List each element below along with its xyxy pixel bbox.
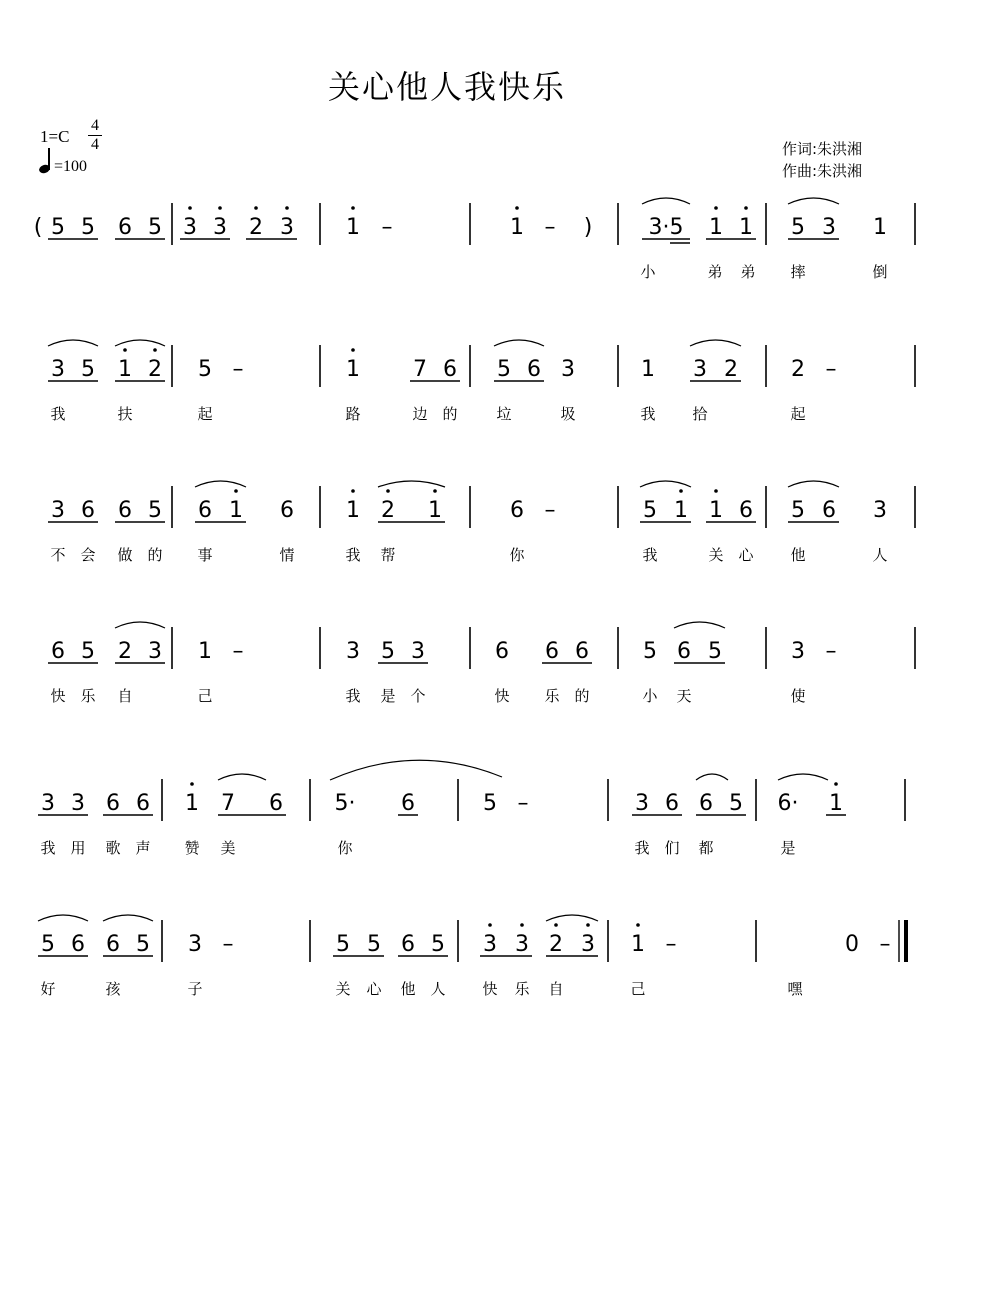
lyric: 不 bbox=[50, 546, 66, 564]
lyric: 扶 bbox=[117, 405, 133, 423]
lyric: 你 bbox=[337, 839, 353, 857]
note: 1 bbox=[346, 498, 360, 523]
note: 5 bbox=[497, 357, 511, 382]
note: 3 bbox=[581, 932, 595, 957]
note: 1 bbox=[510, 215, 524, 240]
note: – bbox=[232, 639, 244, 664]
note: 3 bbox=[791, 639, 805, 664]
note: – bbox=[825, 639, 837, 664]
note: 3 bbox=[693, 357, 707, 382]
note: 3·5 bbox=[648, 215, 684, 240]
high-octave-dot bbox=[433, 489, 437, 493]
note: 5 bbox=[148, 215, 162, 240]
high-octave-dot bbox=[351, 206, 355, 210]
lyric: 使 bbox=[790, 687, 806, 705]
note: 5 bbox=[51, 215, 65, 240]
lyric: 乐 bbox=[544, 687, 560, 705]
note: 6 bbox=[665, 791, 679, 816]
note: 2 bbox=[148, 357, 162, 382]
note: 1 bbox=[185, 791, 199, 816]
high-octave-dot bbox=[834, 782, 838, 786]
lyric: 己 bbox=[630, 980, 646, 998]
high-octave-dot bbox=[285, 206, 289, 210]
slur bbox=[640, 481, 691, 487]
note: – bbox=[879, 932, 891, 957]
lyric: 的 bbox=[574, 687, 590, 705]
lyric: 心 bbox=[366, 980, 382, 998]
lyric: 快 bbox=[50, 687, 66, 705]
note: 1 bbox=[739, 215, 753, 240]
note: 3 bbox=[51, 357, 65, 382]
lyric: 快 bbox=[482, 980, 498, 998]
note: 3 bbox=[411, 639, 425, 664]
note: 5 bbox=[381, 639, 395, 664]
note: 5 bbox=[336, 932, 350, 957]
lyricist-credit: 作词:朱洪湘 bbox=[782, 140, 863, 158]
note: 5 bbox=[81, 639, 95, 664]
note: 5 bbox=[41, 932, 55, 957]
note: 3 bbox=[635, 791, 649, 816]
note: 1 bbox=[709, 215, 723, 240]
lyric: 天 bbox=[676, 687, 692, 705]
lyric: 路 bbox=[345, 405, 361, 423]
high-octave-dot bbox=[744, 206, 748, 210]
score-system bbox=[38, 760, 905, 857]
time-signature-top: 4 bbox=[91, 117, 99, 134]
note: – bbox=[544, 498, 556, 523]
note: 6 bbox=[106, 932, 120, 957]
slur bbox=[788, 481, 839, 487]
slur bbox=[690, 340, 741, 346]
note: 7 bbox=[221, 791, 235, 816]
note: 6 bbox=[545, 639, 559, 664]
slur bbox=[115, 340, 165, 346]
lyric: 的 bbox=[147, 546, 163, 564]
note: 3 bbox=[183, 215, 197, 240]
note: 3 bbox=[561, 357, 575, 382]
lyric: 你 bbox=[509, 546, 525, 564]
note: – bbox=[665, 932, 677, 957]
lyric: 帮 bbox=[380, 546, 396, 564]
high-octave-dot bbox=[679, 489, 683, 493]
score-system bbox=[48, 481, 915, 564]
note: 0 bbox=[845, 932, 859, 957]
note: 6 bbox=[575, 639, 589, 664]
note: – bbox=[544, 215, 556, 240]
note: 6 bbox=[269, 791, 283, 816]
note: ( bbox=[33, 215, 43, 240]
lyric: 人 bbox=[872, 546, 888, 564]
note: 6 bbox=[401, 791, 415, 816]
lyric: 我 bbox=[345, 687, 361, 705]
note: 5 bbox=[708, 639, 722, 664]
slur bbox=[778, 774, 828, 780]
slur bbox=[642, 198, 690, 204]
note: 5· bbox=[334, 791, 356, 816]
note: 1 bbox=[631, 932, 645, 957]
note: 6 bbox=[81, 498, 95, 523]
note: 6 bbox=[699, 791, 713, 816]
high-octave-dot bbox=[234, 489, 238, 493]
lyric: 他 bbox=[400, 980, 416, 998]
lyric: 孩 bbox=[105, 980, 121, 998]
high-octave-dot bbox=[218, 206, 222, 210]
lyric: 心 bbox=[738, 546, 754, 564]
lyric: 我 bbox=[345, 546, 361, 564]
high-octave-dot bbox=[153, 348, 157, 352]
lyric: 自 bbox=[117, 687, 133, 705]
lyric: 歌 bbox=[105, 839, 121, 857]
note: 6 bbox=[510, 498, 524, 523]
slur bbox=[38, 915, 88, 921]
note: 1 bbox=[709, 498, 723, 523]
note: 5 bbox=[791, 498, 805, 523]
lyric: 摔 bbox=[790, 263, 806, 281]
lyric: 会 bbox=[80, 546, 96, 564]
lyric: 我 bbox=[642, 546, 658, 564]
note: 2 bbox=[249, 215, 263, 240]
high-octave-dot bbox=[554, 923, 558, 927]
lyric: 美 bbox=[220, 839, 236, 857]
lyric: 自 bbox=[548, 980, 564, 998]
lyric: 起 bbox=[790, 405, 806, 423]
lyric: 我 bbox=[634, 839, 650, 857]
note: 6 bbox=[71, 932, 85, 957]
note: 5 bbox=[198, 357, 212, 382]
lyric: 乐 bbox=[514, 980, 530, 998]
note: 2 bbox=[381, 498, 395, 523]
tempo-value: =100 bbox=[54, 158, 88, 175]
note: 6 bbox=[198, 498, 212, 523]
high-octave-dot bbox=[123, 348, 127, 352]
note: – bbox=[381, 215, 393, 240]
composer-credit: 作曲:朱洪湘 bbox=[782, 162, 863, 180]
lyric: 赞 bbox=[184, 839, 200, 857]
lyric: 关 bbox=[335, 980, 351, 998]
score-system bbox=[34, 198, 915, 281]
lyric: 弟 bbox=[707, 263, 723, 281]
note: 6 bbox=[280, 498, 294, 523]
score-system bbox=[48, 340, 915, 423]
note: 6 bbox=[495, 639, 509, 664]
slur bbox=[103, 915, 153, 921]
lyric: 做 bbox=[117, 546, 133, 564]
lyric: 是 bbox=[380, 687, 396, 705]
lyric: 小 bbox=[642, 687, 658, 705]
high-octave-dot bbox=[714, 206, 718, 210]
note: 3 bbox=[483, 932, 497, 957]
lyric: 用 bbox=[70, 839, 86, 857]
page-title: 关心他人我快乐 bbox=[328, 68, 567, 106]
note: 3 bbox=[873, 498, 887, 523]
lyric: 起 bbox=[197, 405, 213, 423]
high-octave-dot bbox=[351, 489, 355, 493]
slur bbox=[378, 481, 445, 487]
lyric: 嘿 bbox=[787, 980, 803, 998]
note: 6 bbox=[443, 357, 457, 382]
note: 6 bbox=[136, 791, 150, 816]
lyric: 好 bbox=[40, 980, 56, 998]
note: 6 bbox=[51, 639, 65, 664]
lyric: 们 bbox=[664, 839, 680, 857]
slur bbox=[788, 198, 839, 204]
slur bbox=[696, 774, 728, 780]
score-system bbox=[48, 622, 915, 705]
note: 6 bbox=[739, 498, 753, 523]
note: 1 bbox=[873, 215, 887, 240]
time-signature-bottom: 4 bbox=[88, 135, 102, 154]
note: 6 bbox=[401, 932, 415, 957]
note: 5 bbox=[729, 791, 743, 816]
note: 1 bbox=[346, 357, 360, 382]
note: 3 bbox=[188, 932, 202, 957]
lyric: 声 bbox=[135, 839, 151, 857]
lyric: 我 bbox=[40, 839, 56, 857]
lyric: 小 bbox=[640, 263, 656, 281]
note: 3 bbox=[822, 215, 836, 240]
note: 3 bbox=[41, 791, 55, 816]
slur bbox=[330, 760, 502, 780]
note: 5 bbox=[81, 215, 95, 240]
lyric: 倒 bbox=[872, 263, 888, 281]
note: 2 bbox=[549, 932, 563, 957]
lyric: 我 bbox=[640, 405, 656, 423]
high-octave-dot bbox=[386, 489, 390, 493]
note: 3 bbox=[213, 215, 227, 240]
slur bbox=[115, 622, 165, 628]
note: 6· bbox=[777, 791, 799, 816]
note: 3 bbox=[515, 932, 529, 957]
note: 5 bbox=[483, 791, 497, 816]
lyric: 是 bbox=[780, 839, 796, 857]
high-octave-dot bbox=[254, 206, 258, 210]
high-octave-dot bbox=[488, 923, 492, 927]
note: 5 bbox=[136, 932, 150, 957]
note: 5 bbox=[367, 932, 381, 957]
lyric: 乐 bbox=[80, 687, 96, 705]
slur bbox=[218, 774, 266, 780]
note: 5 bbox=[643, 639, 657, 664]
slur bbox=[195, 481, 246, 487]
note: 2 bbox=[724, 357, 738, 382]
note: 5 bbox=[148, 498, 162, 523]
note: 1 bbox=[829, 791, 843, 816]
lyric: 己 bbox=[197, 687, 213, 705]
slur bbox=[494, 340, 544, 346]
high-octave-dot bbox=[586, 923, 590, 927]
note: 3 bbox=[148, 639, 162, 664]
lyric: 我 bbox=[50, 405, 66, 423]
lyric: 事 bbox=[197, 546, 213, 564]
lyric: 子 bbox=[187, 980, 203, 998]
lyric: 弟 bbox=[740, 263, 756, 281]
note: – bbox=[825, 357, 837, 382]
note: 1 bbox=[428, 498, 442, 523]
lyric: 拾 bbox=[692, 405, 708, 423]
high-octave-dot bbox=[636, 923, 640, 927]
note: 3 bbox=[280, 215, 294, 240]
note: 3 bbox=[51, 498, 65, 523]
note: 6 bbox=[118, 215, 132, 240]
note: 3 bbox=[346, 639, 360, 664]
slur bbox=[546, 915, 598, 921]
high-octave-dot bbox=[515, 206, 519, 210]
high-octave-dot bbox=[714, 489, 718, 493]
high-octave-dot bbox=[520, 923, 524, 927]
lyric: 他 bbox=[790, 546, 806, 564]
note: 5 bbox=[643, 498, 657, 523]
note: 7 bbox=[413, 357, 427, 382]
note: 1 bbox=[198, 639, 212, 664]
note: 1 bbox=[674, 498, 688, 523]
note: 5 bbox=[791, 215, 805, 240]
note: 6 bbox=[822, 498, 836, 523]
lyric: 的 bbox=[442, 405, 458, 423]
high-octave-dot bbox=[188, 206, 192, 210]
lyric: 垃 bbox=[496, 405, 512, 423]
note: 6 bbox=[527, 357, 541, 382]
note: 5 bbox=[81, 357, 95, 382]
lyric: 边 bbox=[412, 405, 428, 423]
note: 1 bbox=[118, 357, 132, 382]
note: – bbox=[232, 357, 244, 382]
note: – bbox=[517, 791, 529, 816]
lyric: 圾 bbox=[560, 405, 576, 423]
note: 5 bbox=[431, 932, 445, 957]
lyric: 人 bbox=[430, 980, 446, 998]
slur bbox=[674, 622, 725, 628]
lyric: 都 bbox=[698, 839, 714, 857]
lyric: 关 bbox=[708, 546, 724, 564]
lyric: 情 bbox=[279, 546, 295, 564]
note: 3 bbox=[71, 791, 85, 816]
high-octave-dot bbox=[190, 782, 194, 786]
score-system bbox=[38, 915, 906, 998]
note: 1 bbox=[641, 357, 655, 382]
note: – bbox=[222, 932, 234, 957]
high-octave-dot bbox=[351, 348, 355, 352]
lyric: 快 bbox=[494, 687, 510, 705]
note: 6 bbox=[106, 791, 120, 816]
note: 2 bbox=[118, 639, 132, 664]
note: 6 bbox=[677, 639, 691, 664]
note: 2 bbox=[791, 357, 805, 382]
key-signature: 1=C bbox=[40, 127, 70, 146]
note: 1 bbox=[229, 498, 243, 523]
note: 1 bbox=[346, 215, 360, 240]
slur bbox=[48, 340, 98, 346]
note: 6 bbox=[118, 498, 132, 523]
lyric: 个 bbox=[410, 687, 426, 705]
note: ) bbox=[583, 215, 593, 240]
